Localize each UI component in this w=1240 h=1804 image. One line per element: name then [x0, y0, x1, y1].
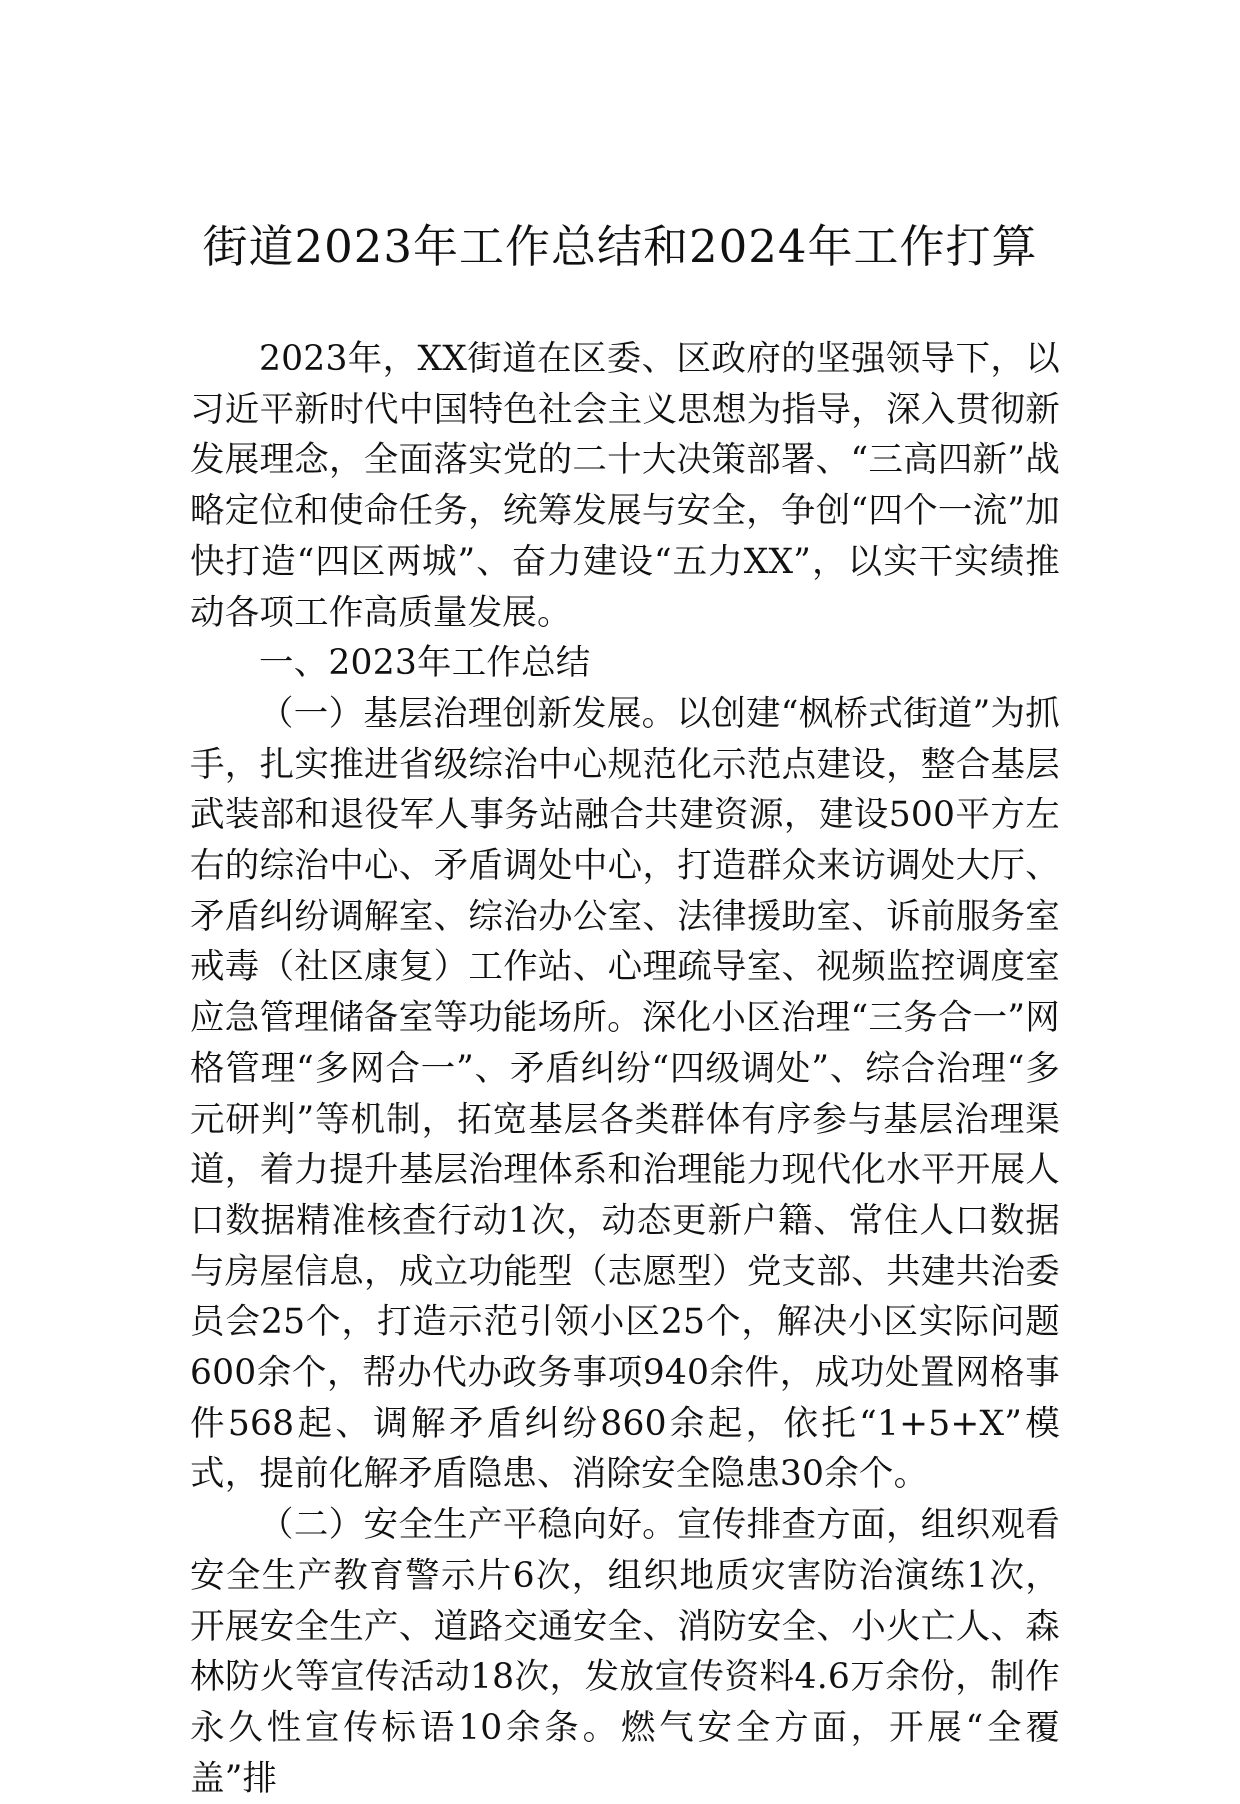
intro-paragraph: 2023年，XX街道在区委、区政府的坚强领导下，以习近平新时代中国特色社会主义思想为指导，深入贯彻新发展理念，全面落实党的二十大决策部署、“三高四新”战略定位和使命任务，统筹发展与安全，争创“四个一流”加快打造“四区两城”、奋力建设“五力XX”，以实干实绩推动各项工作高质量发展。: [190, 339, 1060, 633]
paragraph-safety-production: （二）安全生产平稳向好。宣传排查方面，组织观看安全生产教育警示片6次，组织地质灾害防治演练1次，开展安全生产、道路交通安全、消防安全、小火亡人、森林防火等宣传活动18次，发放宣传资料4.6万余份，制作永久性宣传标语10余条。燃气安全方面，开展“全覆盖”排: [190, 1505, 1060, 1799]
section-heading-2023-summary: 一、2023年工作总结: [259, 643, 591, 684]
paragraph-grassroots-governance: （一）基层治理创新发展。以创建“枫桥式街道”为抓手，扎实推进省级综治中心规范化示范点建设，整合基层武装部和退役军人事务站融合共建资源，建设500平方左右的综治中心、矛盾调处中心，打造群众来访调处大厅、矛盾纠纷调解室、综治办公室、法律援助室、诉前服务室戒毒（社区康复）工作站、心理疏导室、视频监控调度室应急管理储备室等功能场所。深化小区治理“三务合一”网格管理“多网合一”、矛盾纠纷“四级调处”、综合治理“多元研判”等机制，拓宽基层各类群体有序参与基层治理渠道，着力提升基层治理体系和治理能力现代化水平开展人口数据精准核查行动1次，动态更新户籍、常住人口数据与房屋信息，成立功能型（志愿型）党支部、共建共治委员会25个，打造示范引领小区25个，解决小区实际问题600余个，帮办代办政务事项940余件，成功处置网格事件568起、调解矛盾纠纷860余起，依托“1+5+X”模式，提前化解矛盾隐患、消除安全隐患30余个。: [190, 693, 1060, 1495]
document-body: [190, 334, 1060, 1804]
document-title: 街道2023年工作总结和2024年工作打算: [202, 220, 1038, 273]
